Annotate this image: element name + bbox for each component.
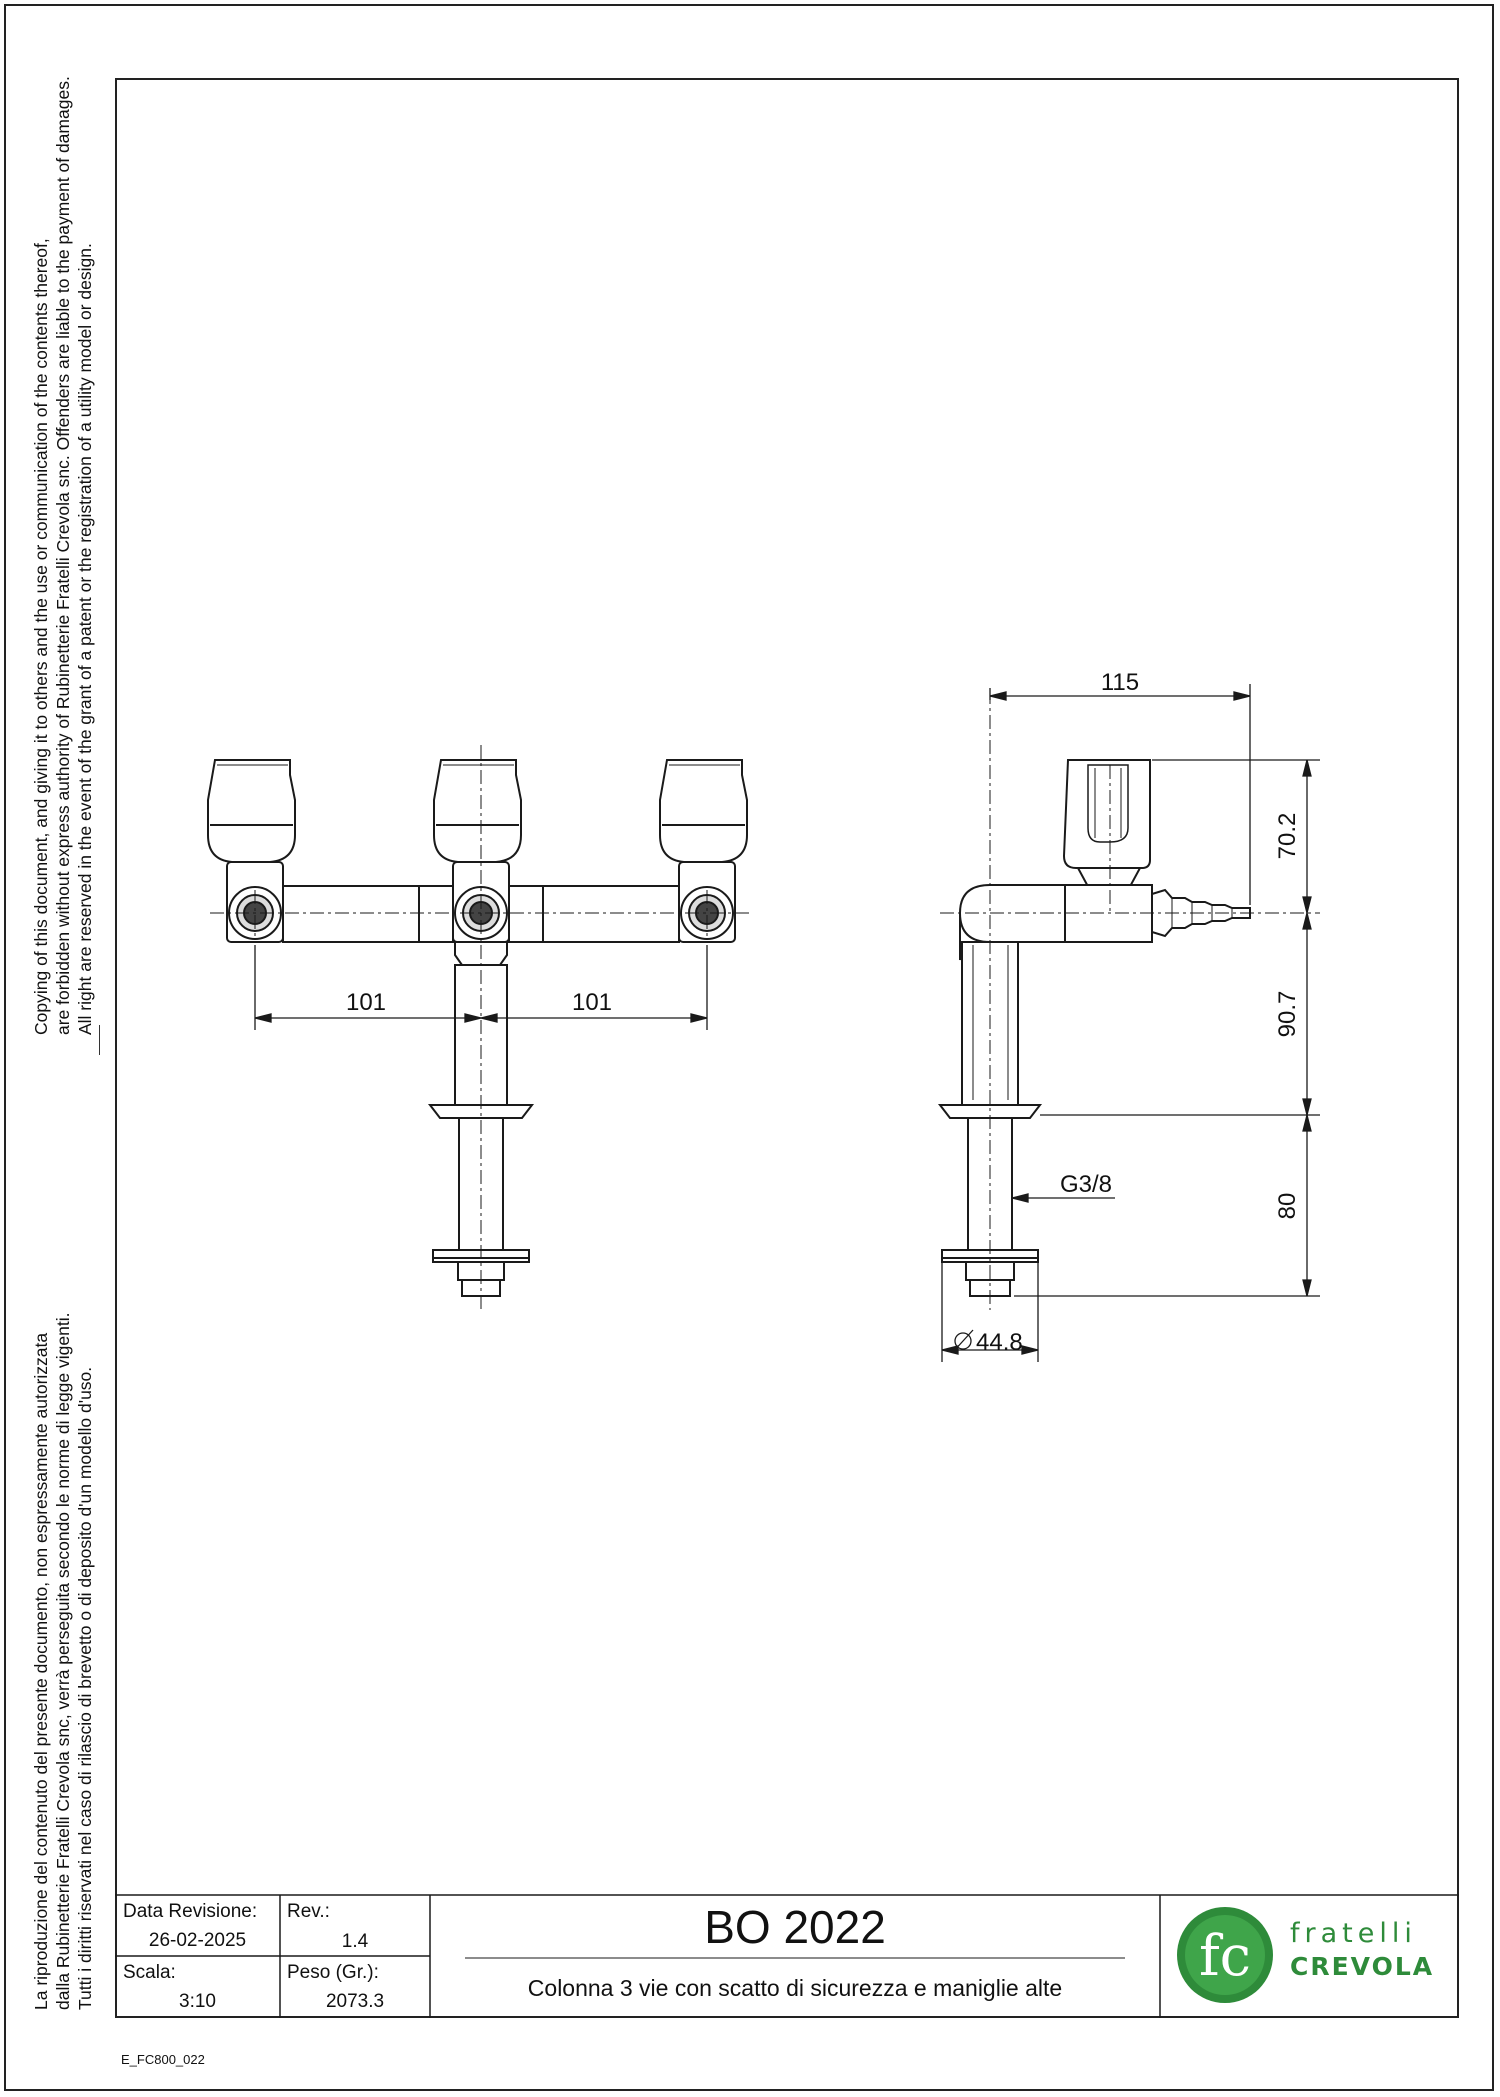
revision-date-label: Data Revisione: [123, 1901, 258, 1922]
rev-label: Rev.: [287, 1901, 330, 1922]
legal-line: Tutti i diritti riservati nel caso di rilascio di brevetto o di deposito d'un modello d'uso. [75, 1366, 95, 2010]
brand-line2: CREVOLA [1290, 1952, 1435, 1981]
rev-value: 1.4 [341, 1931, 369, 1952]
product-code: BO 2022 [704, 1901, 886, 1953]
scale-value: 3:10 [179, 1991, 216, 2012]
legal-line: dalla Rubinetterie Fratelli Crevola snc, verrà perseguita secondo le norme di legge vigenti. [53, 1312, 73, 2010]
front-view [208, 745, 752, 1310]
legal-line: All right are reserved in the event of the grant of a patent or the registration of a utility model or design. [75, 243, 95, 1035]
dim-lower-height: 90.7 [1274, 990, 1301, 1038]
brand-line1: fratelli [1290, 1918, 1417, 1949]
dim-thread: G3/8 [1060, 1171, 1113, 1198]
dim-front-right: 101 [571, 989, 613, 1016]
dim-front-left: 101 [345, 989, 387, 1016]
dim-side-depth: 115 [1100, 669, 1140, 696]
revision-date: 26-02-2025 [148, 1930, 247, 1951]
handle-right [660, 760, 747, 862]
weight-label: Peso (Gr.): [287, 1962, 379, 1983]
scale-label: Scala: [123, 1962, 176, 1983]
logo-monogram: fc [1198, 1924, 1252, 1989]
product-description: Colonna 3 vie con scatto di sicurezza e maniglie alte [527, 1975, 1063, 2001]
brand-logo [1177, 1907, 1273, 2003]
handle-center [434, 760, 521, 862]
weight-value: 2073.3 [325, 1991, 385, 2012]
document-code: E_FC800_022 [121, 2052, 205, 2067]
legal-line: La riproduzione del contenuto del presente documento, non espressamente autorizzata [31, 1332, 51, 2010]
legal-line: are forbidden without express authority of Rubinetterie Fratelli Crevola snc. Offenders are liable to the payment of damages. [53, 76, 73, 1035]
side-view [940, 684, 1320, 1362]
legal-line: Copying of this document, and giving it to others and the use or communication of the contents thereof, [31, 238, 51, 1035]
dim-shank-length: 80 [1274, 1192, 1301, 1220]
dim-upper-height: 70.2 [1274, 812, 1301, 860]
handle-left [208, 760, 295, 862]
dim-flange-diameter: 44.8 [976, 1329, 1023, 1356]
